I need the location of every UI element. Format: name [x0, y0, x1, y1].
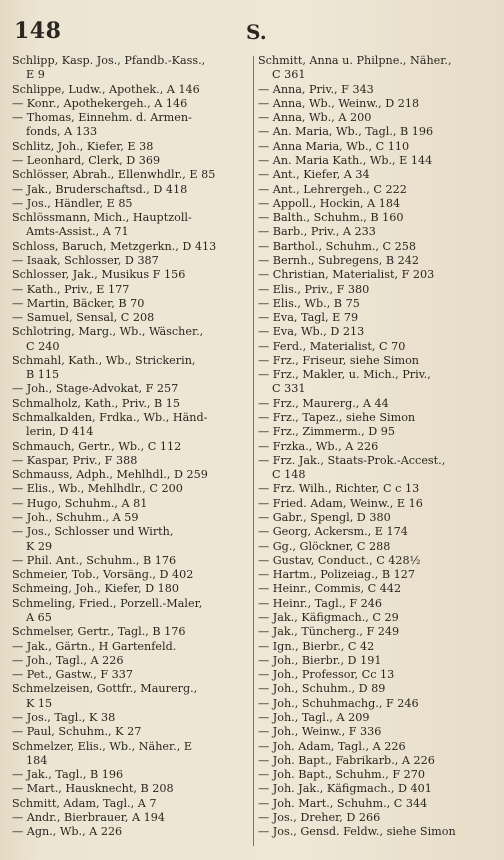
directory-entry-line: — Anna, Priv., F 343 [258, 82, 374, 96]
right-column [258, 54, 498, 839]
directory-entry-line: — Joh. Bapt., Schuhm., F 270 [258, 768, 425, 782]
directory-entry-line: — Joh., Bierbr., D 191 [258, 653, 382, 667]
directory-entry-line: — Appoll., Hockin, A 184 [258, 196, 401, 210]
directory-entry-line: — Kath., Priv., E 177 [12, 282, 130, 296]
directory-entry-line: — Jos., Tagl., K 38 [12, 710, 116, 724]
directory-entry-line: — Joh., Schuhmachg., F 246 [258, 696, 419, 710]
directory-entry-line: — Frz., Maurerg., A 44 [258, 396, 389, 410]
directory-entry-line: — Christian, Materialist, F 203 [258, 268, 435, 282]
directory-entry-line: Schlotring, Marg., Wb., Wäscher., [12, 325, 204, 339]
directory-entry-line: — Frz., Zimmerm., D 95 [258, 425, 395, 439]
directory-entry-line: — Eva, Wb., D 213 [258, 325, 365, 339]
directory-entry-line: — Frzka., Wb., A 226 [258, 439, 379, 453]
directory-entry-line: — Elis., Wb., B 75 [258, 296, 360, 310]
directory-entry-line: — Jos., Schlosser und Wirth, [12, 525, 174, 539]
directory-entry-line: A 65 [26, 610, 52, 624]
directory-entry-line: B 115 [26, 368, 60, 382]
directory-entry-line: Schmeier, Tob., Vorsäng., D 402 [12, 568, 194, 582]
directory-entry-line: Schmeling, Fried., Porzell.-Maler, [12, 596, 203, 610]
left-column [12, 54, 252, 839]
directory-entry-line: — Joh. Adam, Tagl., A 226 [258, 739, 406, 753]
directory-entry-line: E 9 [26, 68, 45, 82]
directory-entry-line: — Heinr., Tagl., F 246 [258, 596, 383, 610]
directory-entry-line: C 331 [272, 382, 306, 396]
directory-entry-line: — Konr., Apothekergeh., A 146 [12, 96, 188, 110]
directory-entry-line: Schmalholz, Kath., Priv., B 15 [12, 396, 181, 410]
directory-entry-line: — Joh., Tagl., A 226 [12, 653, 124, 667]
directory-entry-line: — Jak., Gärtn., H Gartenfeld. [12, 639, 177, 653]
directory-entry-line: — Isaak, Schlosser, D 387 [12, 253, 159, 267]
directory-entry-line: Schlipp, Kasp. Jos., Pfandb.-Kass., [12, 54, 206, 67]
directory-entry-line: — Eva, Tagl, E 79 [258, 311, 359, 325]
directory-entry-line: Schlössmann, Mich., Hauptzoll- [12, 211, 192, 225]
directory-entry-line: — Elis., Wb., Mehlhdlr., C 200 [12, 482, 183, 496]
directory-entry-line: — Gabr., Spengl, D 380 [258, 511, 391, 524]
directory-entry-line: Amts-Assist., A 71 [26, 225, 129, 239]
directory-entry-line: — Gustav, Conduct., C 428½ [258, 553, 421, 567]
directory-entry-line: Schlösser, Abrah., Ellenwhdlr., E 85 [12, 168, 216, 182]
directory-entry-line: — Jak., Käfigmach., C 29 [258, 610, 399, 624]
directory-entry-line: — Joh., Schuhm., D 89 [258, 682, 386, 696]
directory-entry-line: — Heinr., Commis, C 442 [258, 582, 402, 596]
directory-entry-line: — Ign., Bierbr., C 42 [258, 639, 375, 653]
directory-entry-line: — Leonhard, Clerk, D 369 [12, 153, 161, 167]
directory-entry-line: Schmahl, Kath., Wb., Strickerin, [12, 353, 196, 367]
directory-entry-line: — Kaspar, Priv., F 388 [12, 453, 138, 467]
directory-entry-line: — Jak., Bruderschaftsd., D 418 [12, 182, 188, 196]
directory-entry-line: fonds, A 133 [26, 125, 98, 139]
directory-entry-line: — Bernh., Subregens, B 242 [258, 253, 419, 267]
directory-entry-line: — Hugo, Schuhm., A 81 [12, 496, 148, 510]
directory-entry-line: — Jos., Gensd. Feldw., siehe Simon [258, 825, 456, 839]
directory-entry-line: — Pet., Gastw., F 337 [12, 668, 133, 682]
directory-entry-line: — An. Maria, Wb., Tagl., B 196 [258, 125, 434, 139]
directory-entry-line: Schmeing, Joh., Kiefer, D 180 [12, 582, 179, 596]
directory-entry-line: — Ant., Kiefer, A 34 [258, 168, 370, 182]
directory-entry-line: lerin, D 414 [26, 425, 94, 439]
directory-entry-line: — Samuel, Sensal, C 208 [12, 311, 155, 325]
directory-entry-line: — Joh., Weinw., F 336 [258, 725, 382, 739]
directory-entry-line: K 15 [26, 696, 53, 710]
directory-entry-line: Schlitz, Joh., Kiefer, E 38 [12, 139, 154, 153]
directory-entry-line: — Joh. Jak., Käfigmach., D 401 [258, 782, 432, 796]
directory-entry-line: — Frz., Friseur, siehe Simon [258, 353, 420, 367]
directory-entry-line: — Frz. Wilh., Richter, C c 13 [258, 482, 420, 496]
directory-entry-line: — Mart., Hausknecht, B 208 [12, 782, 174, 796]
directory-entry-line: — An. Maria Kath., Wb., E 144 [258, 153, 433, 167]
directory-entry-line: Schmauch, Gertr., Wb., C 112 [12, 439, 182, 453]
directory-entry-line: — Jos., Händler, E 85 [12, 196, 133, 210]
directory-entry-line: Schmelser, Gertr., Tagl., B 176 [12, 625, 186, 639]
directory-entry-line: C 361 [272, 68, 306, 82]
directory-entry-line: Schmelzeisen, Gottfr., Maurerg., [12, 682, 198, 696]
directory-entry-line: — Joh. Bapt., Fabrikarb., A 226 [258, 753, 435, 767]
directory-entry-line: — Andr., Bierbrauer, A 194 [12, 810, 165, 824]
directory-entry-line: — Anna Maria, Wb., C 110 [258, 139, 410, 153]
directory-entry-line: — Phil. Ant., Schuhm., B 176 [12, 553, 177, 567]
directory-entry-line: Schmitt, Adam, Tagl., A 7 [12, 796, 157, 810]
directory-entry-line: 184 [26, 753, 48, 767]
directory-entry-line: — Balth., Schuhm., B 160 [258, 211, 404, 225]
section-letter: S. [246, 20, 267, 44]
directory-entry-line: — Frz. Jak., Staats-Prok.-Accest., [258, 453, 446, 467]
directory-entry-line: Schmalkalden, Frdka., Wb., Händ- [12, 411, 208, 425]
directory-entry-line: — Joh. Mart., Schuhm., C 344 [258, 796, 428, 810]
directory-entry-line: — Anna, Wb., A 200 [258, 111, 372, 125]
directory-entry-line: — Joh., Schuhm., A 59 [12, 511, 139, 524]
directory-entry-line: — Jos., Dreher, D 266 [258, 810, 381, 824]
directory-entry-line: — Jak., Tüncherg., F 249 [258, 625, 400, 639]
directory-entry-line: — Ferd., Materialist, C 70 [258, 339, 406, 353]
directory-entry-line: C 148 [272, 468, 306, 482]
directory-entry-line: — Joh., Tagl., A 209 [258, 710, 370, 724]
directory-entry-line: Schlippe, Ludw., Apothek., A 146 [12, 82, 200, 96]
directory-entry-line: — Paul, Schuhm., K 27 [12, 725, 142, 739]
directory-entry-line: — Barthol., Schuhm., C 258 [258, 239, 416, 253]
directory-entry-line: — Ant., Lehrergeh., C 222 [258, 182, 407, 196]
directory-entry-line: K 29 [26, 539, 53, 553]
column-divider [253, 56, 254, 846]
directory-entry-line: — Thomas, Einnehm. d. Armen- [12, 111, 192, 125]
directory-entry-line: Schmauss, Adph., Mehlhdl., D 259 [12, 468, 208, 482]
directory-entry-line: Schlosser, Jak., Musikus F 156 [12, 268, 186, 282]
directory-entry-line: — Hartm., Polizeiag., B 127 [258, 568, 415, 582]
directory-entry-line: — Anna, Wb., Weinw., D 218 [258, 96, 420, 110]
page-number: 148 [14, 18, 62, 44]
directory-entry-line: — Georg, Ackersm., E 174 [258, 525, 408, 539]
directory-entry-line: — Frz., Tapez., siehe Simon [258, 411, 416, 425]
directory-entry-line: — Joh., Stage-Advokat, F 257 [12, 382, 179, 396]
page-header [0, 18, 504, 48]
directory-entry-line: C 240 [26, 339, 60, 353]
directory-entry-line: — Agn., Wb., A 226 [12, 825, 123, 839]
directory-entry-line: — Joh., Professor, Cc 13 [258, 668, 395, 682]
directory-entry-line: — Martin, Bäcker, B 70 [12, 296, 145, 310]
directory-entry-line: — Fried. Adam, Weinw., E 16 [258, 496, 423, 510]
directory-entry-line: — Barb., Priv., A 233 [258, 225, 376, 239]
directory-entry-line: Schmelzer, Elis., Wb., Näher., E [12, 739, 192, 753]
directory-entry-line: Schloss, Baruch, Metzgerkn., D 413 [12, 239, 217, 253]
directory-entry-line: Schmitt, Anna u. Philpne., Näher., [258, 54, 452, 67]
directory-entry-line: — Frz., Makler, u. Mich., Priv., [258, 368, 431, 382]
directory-entry-line: — Elis., Priv., F 380 [258, 282, 370, 296]
directory-entry-line: — Gg., Glöckner, C 288 [258, 539, 391, 553]
directory-entry-line: — Jak., Tagl., B 196 [12, 768, 124, 782]
